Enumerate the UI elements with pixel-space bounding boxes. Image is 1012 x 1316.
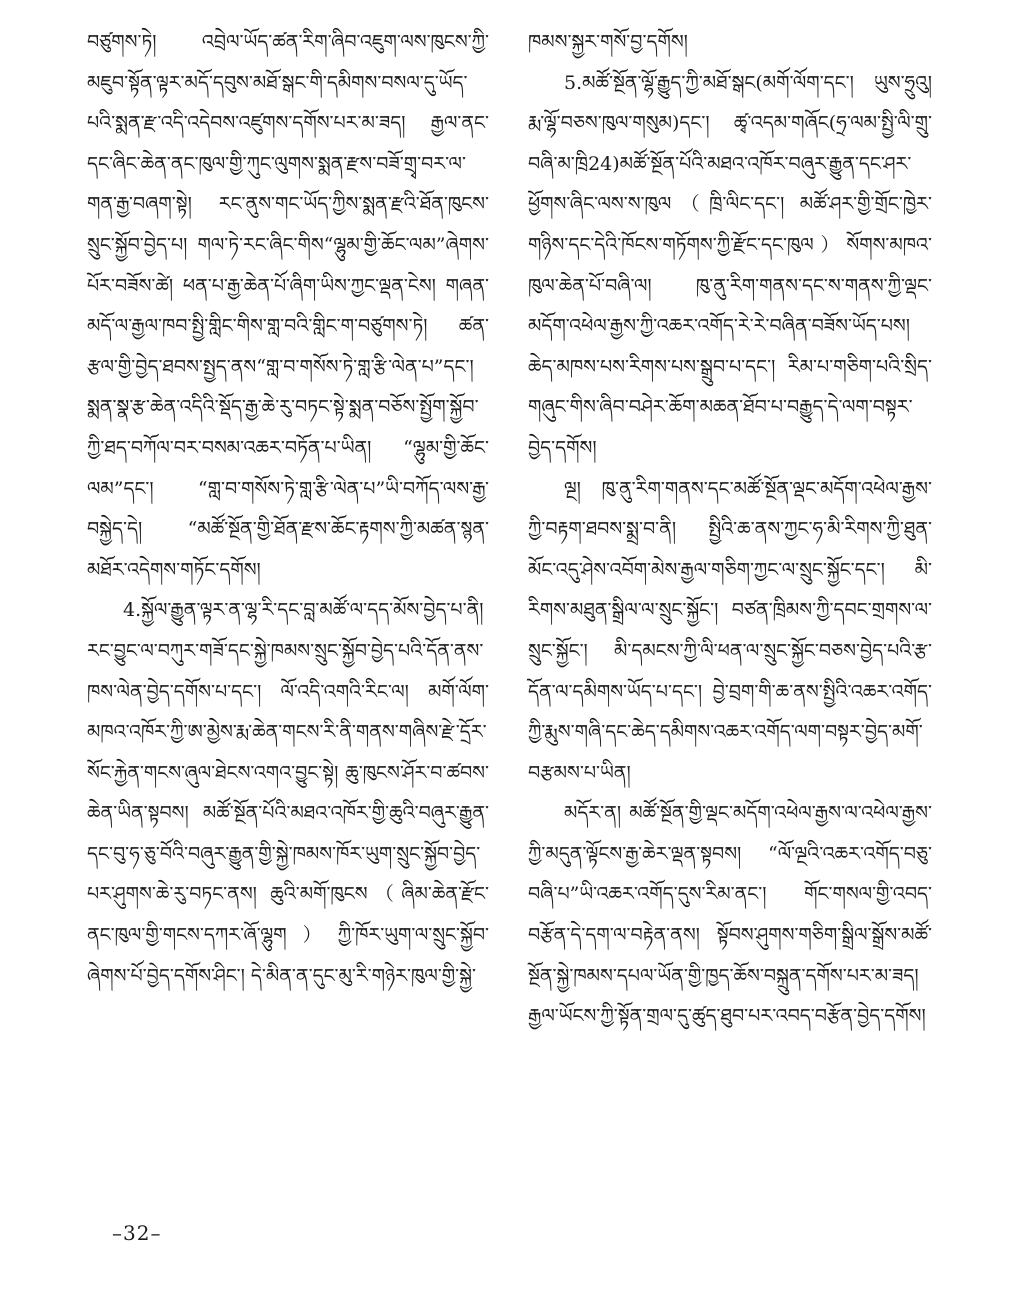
paragraph: མདོར་ན། མཚོ་སྔོན་གྱི་ལྡང་མདོག་འཕེལ་རྒྱས་ལ་འཕེལ་རྒྱས་ཀྱི་མདུན་ལྟོངས་རྒྱ་ཆེར་ལྡན་སྟབས། “ལོ་ལྔའི་འཆར་འགོད་བཅུ་བཞི་པ”ཡི་འཆར་འགོད་དུས་རིམ་ནང་། གོང་གསལ་གྱི་འབད་བརྩོན་དེ་དག་ལ་བརྟེན་ནས། སྟོབས་ཤུགས་གཅིག་སྒྲིལ་སྒྲོས་མཚོ་སྔོན་སྐྱེ་ཁམས་དཔལ་ཡོན་གྱི་ཁྱད་ཆོས་བསྐྲུན་དགོས་པར་མ་ཟད། རྒྱལ་ཡོངས་ཀྱི་སྟོན་གྲལ་དུ་ཚུད་ཐུབ་པར་འབད་བརྩོན་བྱེད་དགོས། [528,802,932,1028]
paragraph: 4.སྐྱོལ་རྒྱུན་ལྟར་ན་ལྷ་རི་དང་བླ་མཚོ་ལ་དད་མོས་བྱེད་པ་ནི། རང་བྱུང་ལ་བཀུར་གཟོ་དང་སྐྱེ་ཁམས་སྲུང་སྐྱོབ་བྱེད་པའི་དོན་ནས་ཁས་ལེན་བྱེད་དགོས་པ་དང་། ལོ་འདི་འགའི་རིང་ལ། མགོ་ལོག་མཁའ་འཁོར་ཀྱི་ཨ་མྱེས་རྨ་ཆེན་གངས་རི་ནི་གནས་གཞིས་རྫེ་དྲོར་སོང་རྐྱེན་གངས་ཞུལ་ཐེངས་འགའ་བྱུང་སྟེ། ཆུ་ཁུངས་ཤོར་བ་ཚབས་ཆེན་ཡིན་སྟབས། མཚོ་སྔོན་པོའི་མཐའ་འཁོར་གྱི་ཆུའི་བཞུར་རྒྱུན་དང་བུ་ཧ་ཅུ་བོའི་བཞུར་རྒྱུན་གྱི་སྐྱེ་ཁམས་ཁོར་ཡུག་སྲུང་སྐྱོབ་བྱེད་པར་ཤུགས་ཆེ་རུ་བཏང་ནས། ཆུའི་མགོ་ཁུངས（ཞིམ་ཆེན་རྫོང་ནང་ཁུལ་གྱི་གངས་དཀར་ཞོ་ལྷུག）ཀྱི་ཁོར་ཡུག་ལ་སྲུང་སྐྱོབ་ཞེགས་པོ་བྱེད་དགོས་ཤིང་། དེ་མིན་ན་དུང་མུ་རི་གཉེར་ཁུལ་གྱི་སྐྱེ་ [87,599,489,987]
left-column [87,22,489,996]
page-number: –32– [112,1221,162,1245]
paragraph: ཁམས་སྐྱར་གསོ་བྱ་དགོས། [528,31,688,53]
paragraph: ལྔ། ཁུ་ནུ་རིག་གནས་དང་མཚོ་སྔོན་ལྡང་མདོག་འཕེལ་རྒྱས་ཀྱི་བརྟག་ཐབས་སྨྲ་བ་ནི། སྤྱིའི་ཆ་ནས་ཀྱང་ཧ་མི་རིགས་ཀྱི་ཐུན་མོང་འདུ་ཤེས་འབོག་མེས་རྒྱལ་གཅིག་ཀྱང་ལ་སྲུང་སྐྱོང་དང་། མི་རིགས་མཐུན་སྒྲིལ་ལ་སྲུང་སྐྱོང་། བཙན་ཁྲིམས་ཀྱི་དབང་གྲགས་ལ་སྲུང་སྐྱོང་། མི་དམངས་ཀྱི་ལི་ཕན་ལ་སྲུང་སྐྱོང་བཅས་བྱེད་པའི་རྩ་དོན་ལ་དམིགས་ཡོད་པ་དང་། བྱེ་བྲག་གི་ཆ་ནས་སྤྱིའི་འཆར་འགོད་ཀྱི་རྨུས་གཞི་དང་ཆེད་དམིགས་འཆར་འགོད་ལག་བསྟར་བྱེད་མགོ་བརྩམས་པ་ཡིན། [528,477,932,784]
right-column [528,22,932,1037]
paragraph: བཙུགས་ཏེ། འབྲེལ་ཡོད་ཚན་རིག་ཞིབ་འཇུག་ལས་ཁུངས་ཀྱི་མཇུབ་སྟོན་ལྟར་མདོ་དབུས་མཐོ་སྒང་གི་དམིགས་བསལ་དུ་ཡོད་པའི་སྨན་རྫ་འདི་འདེབས་འཛུགས་དགོས་པར་མ་ཟད། རྒྱལ་ནང་དང་ཞིང་ཆེན་ནང་ཁུལ་གྱི་ཀུང་ལུགས་སྨན་རྫས་བཟོ་གྲྭ་བར་ལ་གན་རྒྱ་བཞག་སྟེ། རང་ནུས་གང་ཡོད་ཀྱིས་སྨན་རྫའི་ཐོན་ཁུངས་སྲུང་སྐྱོབ་བྱེད་པ། གལ་ཏེ་རང་ཞིང་གིས“ལྷུམ་གྱི་ཆོང་ལམ”ཞེགས་པོར་བཟོས་ཚེ། ཕན་པ་རྒྱ་ཆེན་པོ་ཞིག་ཡིས་ཀྱང་ལྡན་ངེས། གཞན་མདོ་ལ་རྒྱལ་ཁབ་སྤྱི་གླིང་གིས་གླ་བའི་གླིང་ག་བཙུགས་ཏེ། ཚན་རྩལ་གྱི་བྱེད་ཐབས་སྤྱད་ནས“གླ་བ་གསོས་ཏེ་གླ་རྩི་ལེན་པ”དང་། སྨན་སྣ་རྩ་ཆེན་འདིའི་སྡོད་རྒྱ་ཆེ་རུ་བཏང་སྟེ་སྨན་བཅོས་སྤྱོག་སྐྱོབ་ཀྱི་ཐད་བཀོལ་བར་བསམ་འཆར་བཏོན་པ་ཡིན། “ལྷུམ་གྱི་ཆོང་ལམ”དང་། “གླ་བ་གསོས་ཏེ་གླ་རྩི་ལེན་པ”ཡི་བཀོད་ལས་རྒྱ་བསྐྱེད་དེ། “མཚོ་སྔོན་གྱི་ཐོན་རྫས་ཆོང་རྟགས་ཀྱི་མཚན་སྙན་མཐོར་འདེགས་གཏོང་དགོས། [87,31,489,581]
paragraph: 5.མཚོ་སྔོན་ལྷོ་རྒྱུད་ཀྱི་མཐོ་སྒང(མགོ་ལོག་དང་། ཡུས་ཧྲུའུ། རྨ་ལྷོ་བཅས་ཁུལ་གསུམ)དང་། ཚྭ་འདམ་གཞོང(ཧྲ་ལམ་སྤྱི་ལི་གྲུ་བཞི་མ་ཁྲི24)མཚོ་སྔོན་པོའི་མཐའ་འཁོར་བཞུར་རྒྱུན་དང་ཤར་ཕྱོགས་ཞིང་ལས་ས་ཁུལ（ཁྲི་ལིང་དང་། མཚོ་ཤར་གྱི་གྲོང་ཁྱེར་གཉིས་དང་དེའི་ཁོངས་གཏོགས་ཀྱི་རྫོང་དང་ཁུལ）སོགས་མཁའ་ཁུལ་ཆེན་པོ་བཞི་ལ། ཁུ་ནུ་རིག་གནས་དང་ས་གནས་ཀྱི་ལྡང་མདོག་འཕེལ་རྒྱས་ཀྱི་འཆར་འགོད་རེ་རེ་བཞིན་བཟོས་ཡོད་པས། ཆེད་མཁས་པས་རིགས་པས་སྒྲུབ་པ་དང་། རིམ་པ་གཅིག་པའི་སྲིད་གཞུང་གིས་ཞིབ་བཤེར་ཆོག་མཆན་ཐོབ་པ་བརྒྱུད་དེ་ལག་བསྟར་བྱེད་དགོས། [528,71,932,459]
